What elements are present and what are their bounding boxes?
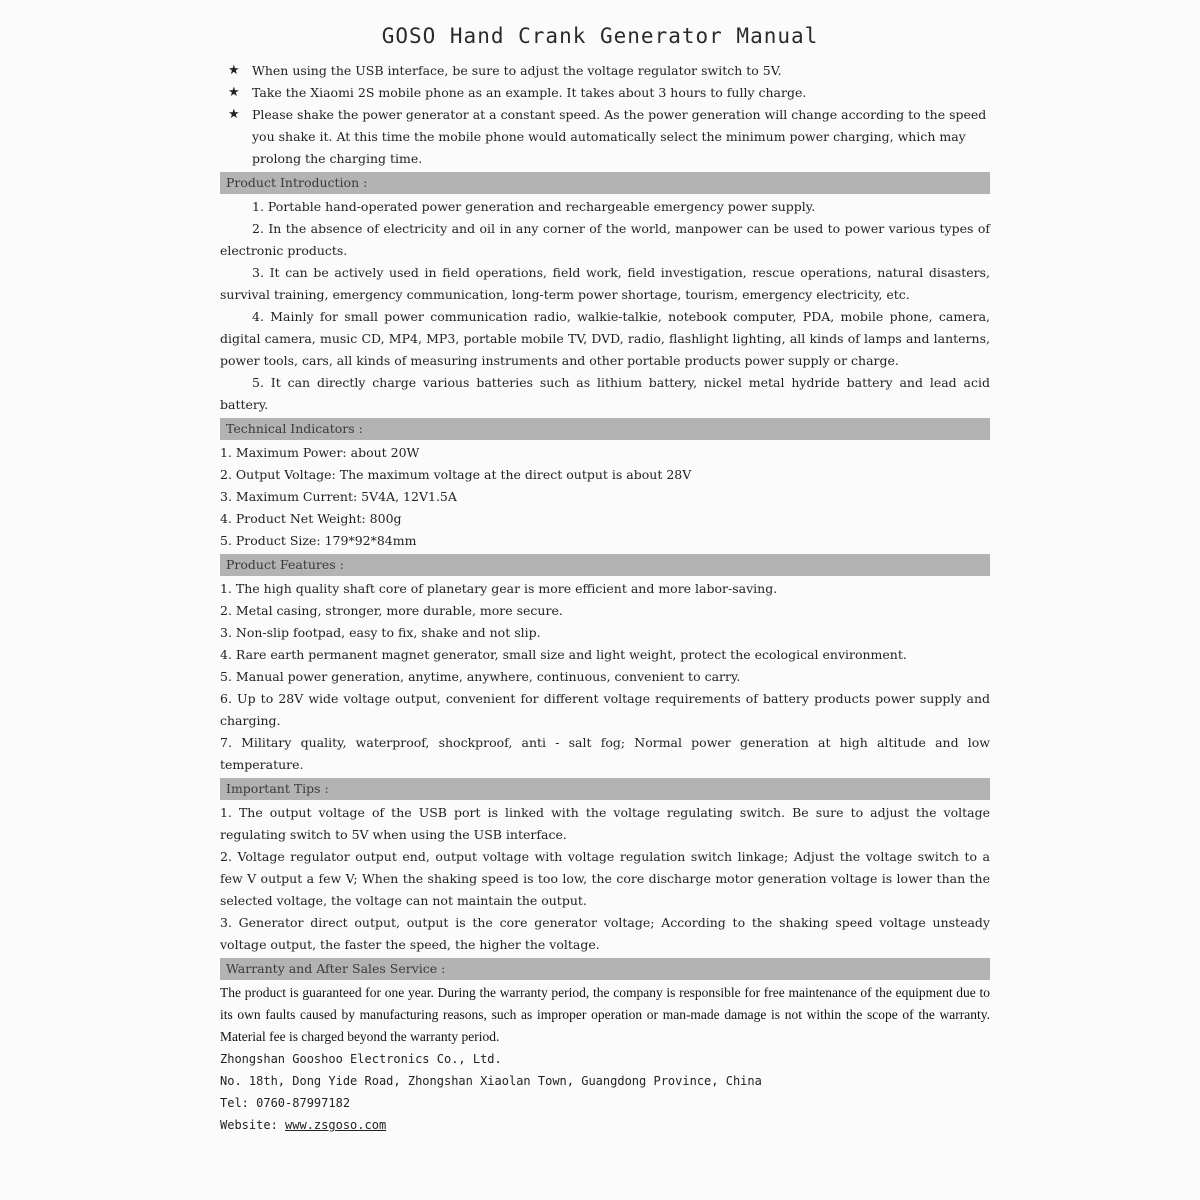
notice-bullet	[228, 104, 990, 170]
section-heading-warranty: Warranty and After Sales Service :	[220, 958, 990, 980]
notice-text: Please shake the power generator at a constant speed. As the power generation will change according to the speed you shake it. At this time the mobile phone would automatically select the minimum power charging, which may prolong the charging time.	[252, 107, 987, 166]
technical-item: 3. Maximum Current: 5V4A, 12V1.5A	[220, 489, 457, 504]
star-icon: ★	[228, 107, 240, 122]
feature-item: 6. Up to 28V wide voltage output, convenient for different voltage requirements of battery products power supply and charging.	[220, 691, 990, 728]
company-website	[220, 1114, 990, 1136]
section-heading-technical: Technical Indicators :	[220, 418, 990, 440]
intro-item: 4. Mainly for small power communication radio, walkie-talkie, notebook computer, PDA, mobile phone, camera, digital camera, music CD, MP4, MP3, portable mobile TV, DVD, radio, flashlight lighting, all kinds of lamps and lanterns, power tools, cars, all kinds of measuring instruments and other portable products power supply or charge.	[220, 309, 990, 368]
feature-item: 7. Military quality, waterproof, shockproof, anti - salt fog; Normal power generation at high altitude and low temperature.	[220, 735, 990, 772]
manual-title: GOSO Hand Crank Generator Manual	[381, 24, 819, 48]
feature-item: 4. Rare earth permanent magnet generator, small size and light weight, protect the ecological environment.	[220, 647, 907, 662]
feature-item: 3. Non-slip footpad, easy to fix, shake and not slip.	[220, 625, 541, 640]
feature-item: 5. Manual power generation, anytime, anywhere, continuous, convenient to carry.	[220, 669, 741, 684]
notice-text: Take the Xiaomi 2S mobile phone as an example. It takes about 3 hours to fully charge.	[252, 85, 807, 100]
section-heading-intro: Product Introduction :	[220, 172, 990, 194]
company-tel: Tel: 0760-87997182	[220, 1096, 351, 1110]
manual-content	[220, 60, 990, 1136]
intro-item: 2. In the absence of electricity and oil in any corner of the world, manpower can be used to power various types of electronic products.	[220, 221, 990, 258]
technical-item: 5. Product Size: 179*92*84mm	[220, 533, 417, 548]
notice-bullet	[228, 82, 990, 104]
company-name: Zhongshan Gooshoo Electronics Co., Ltd.	[220, 1052, 502, 1066]
tip-item: 3. Generator direct output, output is the core generator voltage; According to the shaking speed voltage unsteady voltage output, the faster the speed, the higher the voltage.	[220, 915, 990, 952]
intro-item: 1. Portable hand-operated power generation and rechargeable emergency power supply.	[252, 199, 816, 214]
technical-item: 2. Output Voltage: The maximum voltage at the direct output is about 28V	[220, 467, 692, 482]
intro-item: 3. It can be actively used in field operations, field work, field investigation, rescue operations, natural disasters, survival training, emergency communication, long-term power shortage, tourism, emergency electricity, etc.	[220, 265, 990, 302]
intro-item: 5. It can directly charge various batteries such as lithium battery, nickel metal hydride battery and lead acid battery.	[220, 375, 990, 412]
feature-item: 2. Metal casing, stronger, more durable, more secure.	[220, 603, 563, 618]
star-icon: ★	[228, 85, 240, 100]
star-icon: ★	[228, 63, 240, 78]
technical-item: 4. Product Net Weight: 800g	[220, 511, 402, 526]
section-heading-tips: Important Tips :	[220, 778, 990, 800]
warranty-text: The product is guaranteed for one year. During the warranty period, the company is responsible for free maintenance of the equipment due to its own faults caused by manufacturing reasons, such as improper operation or man-made damage is not within the scope of the warranty. Material fee is charged beyond the warranty period.	[220, 985, 990, 1044]
section-heading-features: Product Features :	[220, 554, 990, 576]
notice-bullets	[228, 60, 990, 170]
website-link[interactable]: www.zsgoso.com	[285, 1118, 387, 1132]
notice-bullet	[228, 60, 990, 82]
tip-item: 1. The output voltage of the USB port is linked with the voltage regulating switch. Be sure to adjust the voltage regulating switch to 5V when using the USB interface.	[220, 805, 990, 842]
company-address: No. 18th, Dong Yide Road, Zhongshan Xiaolan Town, Guangdong Province, China	[220, 1074, 762, 1088]
feature-item: 1. The high quality shaft core of planetary gear is more efficient and more labor-saving.	[220, 581, 778, 596]
tip-item: 2. Voltage regulator output end, output voltage with voltage regulation switch linkage; Adjust the voltage switch to a few V output a few V; When the shaking speed is too low, the core discharge motor generation voltage is lower than the selected voltage, the voltage can not maintain the output.	[220, 849, 990, 908]
notice-text: When using the USB interface, be sure to adjust the voltage regulator switch to 5V.	[252, 63, 782, 78]
website-label: Website:	[220, 1118, 286, 1132]
technical-item: 1. Maximum Power: about 20W	[220, 445, 420, 460]
